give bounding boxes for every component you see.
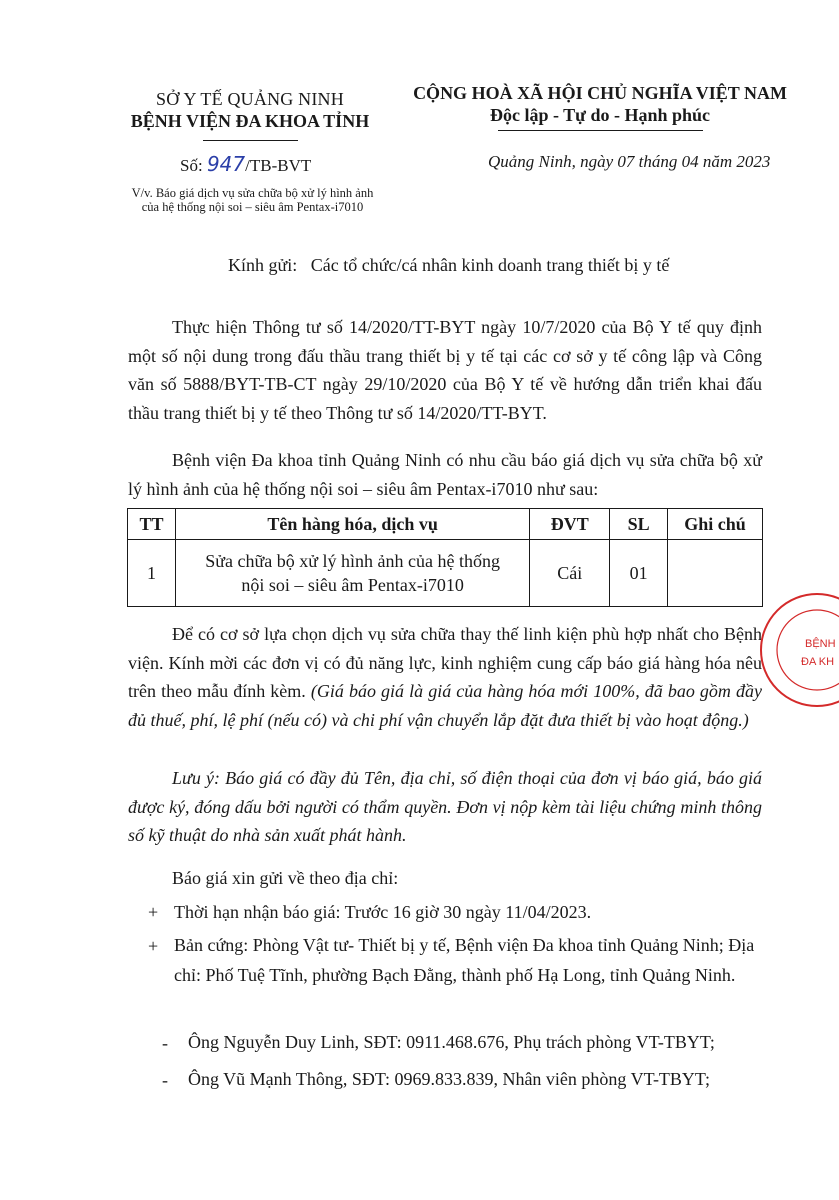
bullet-deadline: Thời hạn nhận báo giá: Trước 16 giờ 30 ngày 11/04/2023. [174,902,592,922]
col-header-tt: TT [128,509,176,540]
contact-1-mark: - [162,1033,168,1053]
cell-note [668,540,763,607]
motto-underline [498,130,703,131]
paragraph-invitation [128,620,762,734]
seal-text-2: ĐA KH [801,656,835,668]
bullet-hardcopy-mark: + [148,936,159,956]
national-motto-block [405,82,795,131]
paragraph-request [128,446,762,503]
cell-name-line-2: nội soi – siêu âm Pentax-i7010 [241,575,464,595]
issuer-block [100,88,400,141]
bullet-deadline-mark: + [148,902,159,922]
col-header-note: Ghi chú [668,509,763,540]
paragraph-legal-basis-text: Thực hiện Thông tư số 14/2020/TT-BYT ngày 10/7/2020 của Bộ Y tế quy định một số nội dung trong đấu thầu trang thiết bị y tế tại các cơ sở y tế công lập và Công văn số 5888/BYT-TB-CT ngày 29/10/2020 của Bộ Y tế về hướng dẫn triển khai đấu thầu trang thiết bị y tế theo Thông tư số 14/2020/TT-BYT. [128,317,762,423]
cell-tt: 1 [128,540,176,607]
issuer-underline [203,140,298,141]
cell-qty: 01 [610,540,668,607]
contact-1: Ông Nguyễn Duy Linh, SĐT: 0911.468.676, Phụ trách phòng VT-TBYT; [188,1032,715,1052]
document-number-suffix: /TB-BVT [245,156,312,175]
contact-2-mark: - [162,1070,168,1090]
contact-2: Ông Vũ Mạnh Thông, SĐT: 0969.833.839, Nhân viên phòng VT-TBYT; [188,1069,710,1089]
document-number-prefix: Số: [180,156,207,175]
document-number-handwritten: 947 [206,152,246,176]
paragraph-request-text: Bệnh viện Đa khoa tỉnh Quảng Ninh có nhu cầu báo giá dịch vụ sửa chữa bộ xử lý hình ảnh của hệ thống nội soi – siêu âm Pentax-i7010 như sau: [128,450,762,499]
seal-text-1: BỆNH [805,638,836,650]
issuer-department: SỞ Y TẾ QUẢNG NINH [156,89,344,109]
hospital-seal-icon [757,590,839,710]
paragraph-invitation-text: Để có cơ sở lựa chọn dịch vụ sửa chữa thay thế linh kiện phù hợp nhất cho Bệnh viện. Kính mời các đơn vị có đủ năng lực, kinh nghiệm cung cấp báo giá hàng hóa nêu trên theo mẫu đính kèm. [128,624,762,701]
cell-name [175,540,529,607]
recipient-line: Kính gửi: Các tổ chức/cá nhân kinh doanh trang thiết bị y tế [228,255,670,275]
subject-line-2: của hệ thống nội soi – siêu âm Pentax-i7010 [141,200,364,214]
send-to-text: Báo giá xin gửi về theo địa chỉ: [172,868,399,888]
paragraph-note-text: Lưu ý: Báo giá có đầy đủ Tên, địa chỉ, số điện thoại của đơn vị báo giá, báo giá được ký, đóng dấu bởi người có thẩm quyền. Đơn vị nộp kèm tài liệu chứng minh thông số kỹ thuật do nhà sản xuất phát hành. [128,768,762,845]
items-table [127,508,763,607]
table-header-row [128,509,763,540]
subject-line [110,186,395,214]
bullet-hardcopy: Bản cứng: Phòng Vật tư- Thiết bị y tế, Bệnh viện Đa khoa tỉnh Quảng Ninh; Địa chỉ: Phố Tuệ Tĩnh, phường Bạch Đằng, thành phố Hạ Long, tỉnh Quảng Ninh. [174,935,755,985]
col-header-qty: SL [610,509,668,540]
issue-date: Quảng Ninh, ngày 07 tháng 04 năm 2023 [488,152,771,171]
table-row [128,540,763,607]
motto: Độc lập - Tự do - Hạnh phúc [489,105,711,125]
subject-line-1: V/v. Báo giá dịch vụ sửa chữa bộ xử lý hình ảnh [131,186,374,200]
col-header-unit: ĐVT [530,509,610,540]
col-header-name: Tên hàng hóa, dịch vụ [175,509,529,540]
cell-unit: Cái [530,540,610,607]
send-to-line [128,864,762,893]
cell-name-line-1: Sửa chữa bộ xử lý hình ảnh của hệ thống [205,551,500,571]
issuer-hospital: BỆNH VIỆN ĐA KHOA TỈNH [130,111,370,131]
document-number [180,152,311,176]
paragraph-legal-basis [128,313,762,427]
paragraph-note [128,764,762,850]
paragraph-invitation-italic: (Giá báo giá là giá của hàng hóa mới 100%, đã bao gồm đầy đủ thuế, phí, lệ phí (nếu có) và chi phí vận chuyển lắp đặt đưa thiết bị vào hoạt động.) [128,681,762,730]
country-name: CỘNG HOÀ XÃ HỘI CHỦ NGHĨA VIỆT NAM [413,83,787,103]
